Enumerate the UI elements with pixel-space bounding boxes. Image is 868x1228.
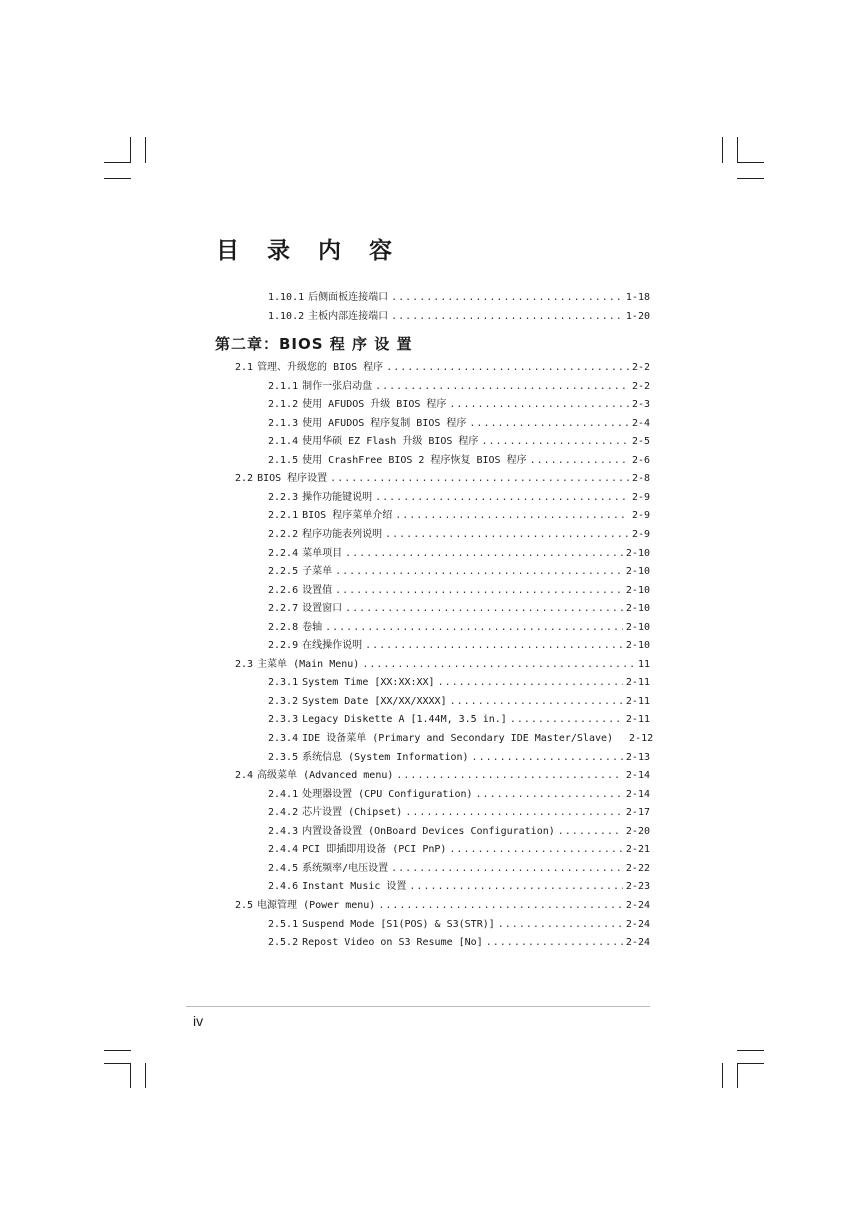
toc-entry-number: 2.4.5: [268, 862, 299, 874]
toc-entry-number: 2.2.9: [268, 640, 299, 652]
toc-entry-number: 2.4.4: [268, 844, 299, 856]
toc-entry-number: 2.2.4: [268, 547, 299, 559]
toc-entry-number: 2.3.5: [268, 751, 299, 763]
toc-entry-title: Suspend Mode [S1(POS) & S3(STR)]: [302, 918, 495, 930]
toc-entry-number: 2.3.2: [268, 695, 299, 707]
toc-entry-page: 2-17: [625, 807, 650, 819]
toc-entry-page: 1-20: [625, 311, 650, 322]
toc-entry-page: 2-12: [629, 733, 654, 744]
toc-entry[interactable]: [268, 618, 650, 637]
toc-entry-page: 2-20: [625, 825, 650, 837]
toc-entry[interactable]: [268, 488, 650, 507]
toc-entry-number: 2.5.1: [268, 918, 299, 930]
crop-mark: [722, 1063, 723, 1088]
toc-entry[interactable]: [268, 562, 650, 581]
toc-dot-leader: [345, 544, 623, 563]
toc-entry-title: 使用 AFUDOS 程序复制 BIOS 程序: [302, 417, 467, 429]
toc-entry-number: 2.5.2: [268, 937, 299, 949]
toc-entry-title: 使用 AFUDOS 升级 BIOS 程序: [302, 399, 447, 411]
toc-entry-title: Instant Music 设置: [302, 881, 407, 893]
toc-entry[interactable]: [268, 785, 650, 804]
toc-entry-title: 设置值: [302, 584, 333, 596]
toc-entry-title: 操作功能键说明: [302, 491, 373, 503]
toc-entry-page: 2-22: [625, 862, 650, 874]
toc-entry-title: 芯片设置 (Chipset): [302, 807, 403, 819]
toc-dot-leader: [450, 692, 623, 711]
toc-dot-leader: [405, 803, 623, 822]
toc-entry-number: 2.2.8: [268, 621, 299, 633]
toc-dot-leader: [472, 748, 623, 767]
toc-dot-leader: [345, 599, 623, 618]
toc-dot-leader: [409, 877, 623, 896]
toc-entry-page: 2-23: [625, 881, 650, 893]
toc-dot-leader: [469, 414, 629, 433]
toc-entry-title: 设置窗口: [302, 603, 343, 615]
crop-mark: [145, 137, 146, 163]
toc-entry[interactable]: [268, 377, 650, 396]
toc-entry-page: 2-10: [625, 603, 650, 615]
toc-dot-leader: [325, 618, 623, 637]
toc-dot-leader: [510, 710, 623, 729]
toc-entry-page: 2-10: [625, 640, 650, 652]
toc-entry-page: 2-10: [625, 566, 650, 578]
toc-entry-title: BIOS 程序设置: [257, 473, 328, 485]
crop-mark: [130, 137, 131, 163]
toc-entry-page: 2-3: [631, 399, 650, 411]
page-title: 目 录 内 容: [216, 238, 403, 264]
toc-entry-number: 2.4.2: [268, 807, 299, 819]
toc-entry[interactable]: [268, 710, 650, 729]
toc-entry-number: 2.2.7: [268, 603, 299, 615]
crop-mark: [737, 137, 738, 163]
toc-entry-title: 使用华硕 EZ Flash 升级 BIOS 程序: [302, 436, 479, 448]
toc-entry-number: 2.4.6: [268, 881, 299, 893]
toc-entry-number: 1.10.1: [268, 292, 305, 303]
crop-mark: [130, 1063, 131, 1088]
toc-dot-leader: [558, 822, 623, 841]
toc-entry[interactable]: [235, 655, 650, 674]
toc-entry[interactable]: [268, 822, 650, 841]
toc-entry-page: 2-14: [625, 770, 650, 782]
toc-entry-title: 程序功能表列说明: [302, 528, 383, 540]
toc-dot-leader: [362, 655, 635, 674]
toc-entry-page: 2-9: [631, 491, 650, 503]
toc-dot-leader: [530, 451, 629, 470]
toc-dot-leader: [395, 506, 629, 525]
toc-entry-title: 制作一张启动盘: [302, 380, 373, 392]
toc-entry[interactable]: [268, 636, 650, 655]
toc-entry[interactable]: [268, 525, 650, 544]
toc-dot-leader: [386, 358, 629, 377]
crop-mark: [104, 1063, 131, 1064]
toc-entry-page: 2-6: [631, 454, 650, 466]
toc-entry-page: 2-10: [625, 584, 650, 596]
toc-entry-page: 2-24: [625, 918, 650, 930]
toc-dot-leader: [365, 636, 623, 655]
toc-entry-title: 高级菜单 (Advanced menu): [257, 770, 394, 782]
toc-dot-leader: [486, 933, 623, 952]
toc-dot-leader: [391, 288, 623, 307]
toc-entry-title: 使用 CrashFree BIOS 2 程序恢复 BIOS 程序: [302, 454, 527, 466]
toc-entry[interactable]: [268, 915, 650, 934]
toc-entry[interactable]: [268, 288, 650, 307]
toc-entry[interactable]: [235, 469, 650, 488]
toc-entry-number: 2.3: [235, 658, 254, 670]
toc-entry-page: 2-24: [625, 899, 650, 911]
toc-entry[interactable]: [268, 432, 650, 451]
toc-dot-leader: [385, 525, 629, 544]
toc-entry-title: 内置设备设置 (OnBoard Devices Configuration): [302, 825, 555, 837]
toc-entry-page: 2-14: [625, 788, 650, 800]
toc-entry[interactable]: [268, 877, 650, 896]
toc-dot-leader: [378, 896, 623, 915]
toc-entry-page: 2-4: [631, 417, 650, 429]
toc-entry[interactable]: [268, 673, 650, 692]
toc-entry-title: 处理器设置 (CPU Configuration): [302, 788, 473, 800]
toc-entry-number: 2.1.1: [268, 380, 299, 392]
toc-entry[interactable]: [268, 395, 650, 414]
toc-entry-page: 2-8: [631, 473, 650, 485]
toc-entry-title: 子菜单: [302, 566, 333, 578]
toc-entry-number: 2.2.5: [268, 566, 299, 578]
toc-dot-leader: [391, 307, 623, 326]
crop-mark: [104, 162, 131, 163]
footer-page-number: iv: [193, 1013, 204, 1029]
toc-entry-page: 2-2: [631, 380, 650, 392]
toc-entry-page: 2-11: [625, 714, 650, 726]
toc-entry-title: 菜单项目: [302, 547, 343, 559]
crop-mark: [104, 178, 131, 179]
toc-entry[interactable]: [268, 748, 650, 767]
toc-dot-leader: [391, 859, 623, 878]
toc-entry-number: 2.3.4: [268, 733, 299, 744]
toc-entry-title: 主菜单 (Main Menu): [257, 658, 360, 670]
crop-mark: [145, 1063, 146, 1088]
crop-mark: [737, 1050, 764, 1051]
toc-entry-title: BIOS 程序菜单介绍: [302, 510, 393, 522]
toc-entry[interactable]: [268, 859, 650, 878]
toc-entry[interactable]: [268, 599, 650, 618]
toc-entry-title: IDE 设备菜单 (Primary and Secondary IDE Master/Slave): [302, 733, 614, 744]
toc-entry-number: 2.1.3: [268, 417, 299, 429]
toc-entry-number: 2.2: [235, 473, 254, 485]
toc-entry-number: 2.2.1: [268, 510, 299, 522]
toc-dot-leader: [449, 840, 623, 859]
toc-dot-leader: [375, 377, 629, 396]
toc-entry-page: 1-18: [625, 292, 650, 303]
toc-entry[interactable]: [235, 896, 650, 915]
toc-entry[interactable]: [268, 414, 650, 433]
toc-dot-leader: [476, 785, 623, 804]
toc-entry-title: Legacy Diskette A [1.44M, 3.5 in.]: [302, 714, 507, 726]
toc-entry-number: 2.1.2: [268, 399, 299, 411]
toc-entry-title: 电源管理 (Power menu): [257, 899, 376, 911]
toc-entry-page: 2-13: [625, 751, 650, 763]
toc-entry-number: 1.10.2: [268, 311, 305, 322]
toc-entry-number: 2.2.2: [268, 528, 299, 540]
toc-entry[interactable]: [268, 544, 650, 563]
toc-entry-page: 2-9: [631, 528, 650, 540]
toc-entry[interactable]: [235, 766, 650, 785]
toc-entry-title: 系统信息 (System Information): [302, 751, 469, 763]
toc-entry[interactable]: [268, 506, 650, 525]
toc-dot-leader: [481, 432, 629, 451]
toc-entry-number: 2.1.4: [268, 436, 299, 448]
toc-dot-leader: [335, 581, 623, 600]
toc-dot-leader: [396, 766, 623, 785]
toc-entry-title: 管理、升级您的 BIOS 程序: [257, 362, 384, 373]
toc-entry-page: 2-21: [625, 844, 650, 856]
toc-entry[interactable]: [268, 803, 650, 822]
toc-entry-page: 2-10: [625, 621, 650, 633]
crop-mark: [737, 1063, 764, 1064]
footer-divider: [186, 1006, 650, 1007]
toc-entry-number: 2.2.6: [268, 584, 299, 596]
toc-entry-title: 系统频率/电压设置: [302, 862, 389, 874]
crop-mark: [104, 1050, 131, 1051]
toc-entry[interactable]: [268, 729, 654, 748]
toc-dot-leader: [438, 673, 623, 692]
toc-dot-leader: [335, 562, 623, 581]
toc-entry-number: 2.4: [235, 770, 254, 782]
crop-mark: [737, 1063, 738, 1088]
toc-entry[interactable]: [268, 692, 650, 711]
crop-mark: [737, 178, 764, 179]
toc-entry-number: 2.4.3: [268, 825, 299, 837]
toc-entry-title: PCI 即插即用设备 (PCI PnP): [302, 844, 447, 856]
toc-entry-title: Repost Video on S3 Resume [No]: [302, 937, 483, 949]
toc-entry[interactable]: [268, 307, 650, 326]
toc-entry[interactable]: [268, 840, 650, 859]
toc-entry-page: 2-5: [631, 436, 650, 448]
toc-entry-title: System Time [XX:XX:XX]: [302, 677, 435, 689]
toc-entry[interactable]: [268, 451, 650, 470]
toc-dot-leader: [375, 488, 629, 507]
toc-dot-leader: [330, 469, 629, 488]
toc-entry[interactable]: [268, 581, 650, 600]
toc-entry-number: 2.2.3: [268, 491, 299, 503]
toc-entry-page: 2-2: [631, 362, 650, 373]
toc-entry-title: 在线操作说明: [302, 640, 363, 652]
chapter-heading: 第二章：BIOS 程 序 设 置: [215, 335, 413, 353]
toc-entry-number: 2.5: [235, 899, 254, 911]
toc-entry-title: 主板内部连接端口: [308, 311, 389, 322]
toc-entry-number: 2.3.1: [268, 677, 299, 689]
toc-entry-page: 2-10: [625, 547, 650, 559]
toc-entry-page: 11: [637, 658, 650, 670]
toc-entry-title: 卷轴: [302, 621, 323, 633]
toc-entry-page: 2-9: [631, 510, 650, 522]
toc-entry-number: 2.1: [235, 362, 254, 373]
toc-entry-number: 2.1.5: [268, 454, 299, 466]
toc-entry-page: 2-11: [625, 677, 650, 689]
crop-mark: [737, 162, 764, 163]
toc-dot-leader: [498, 915, 623, 934]
crop-mark: [722, 137, 723, 163]
toc-dot-leader: [449, 395, 629, 414]
toc-entry-title: 后侧面板连接端口: [308, 292, 389, 303]
toc-entry-page: 2-11: [625, 695, 650, 707]
toc-entry-number: 2.3.3: [268, 714, 299, 726]
toc-entry[interactable]: [235, 358, 650, 377]
toc-entry-number: 2.4.1: [268, 788, 299, 800]
toc-entry-title: System Date [XX/XX/XXXX]: [302, 695, 447, 707]
toc-entry-page: 2-24: [625, 937, 650, 949]
toc-entry[interactable]: [268, 933, 650, 952]
